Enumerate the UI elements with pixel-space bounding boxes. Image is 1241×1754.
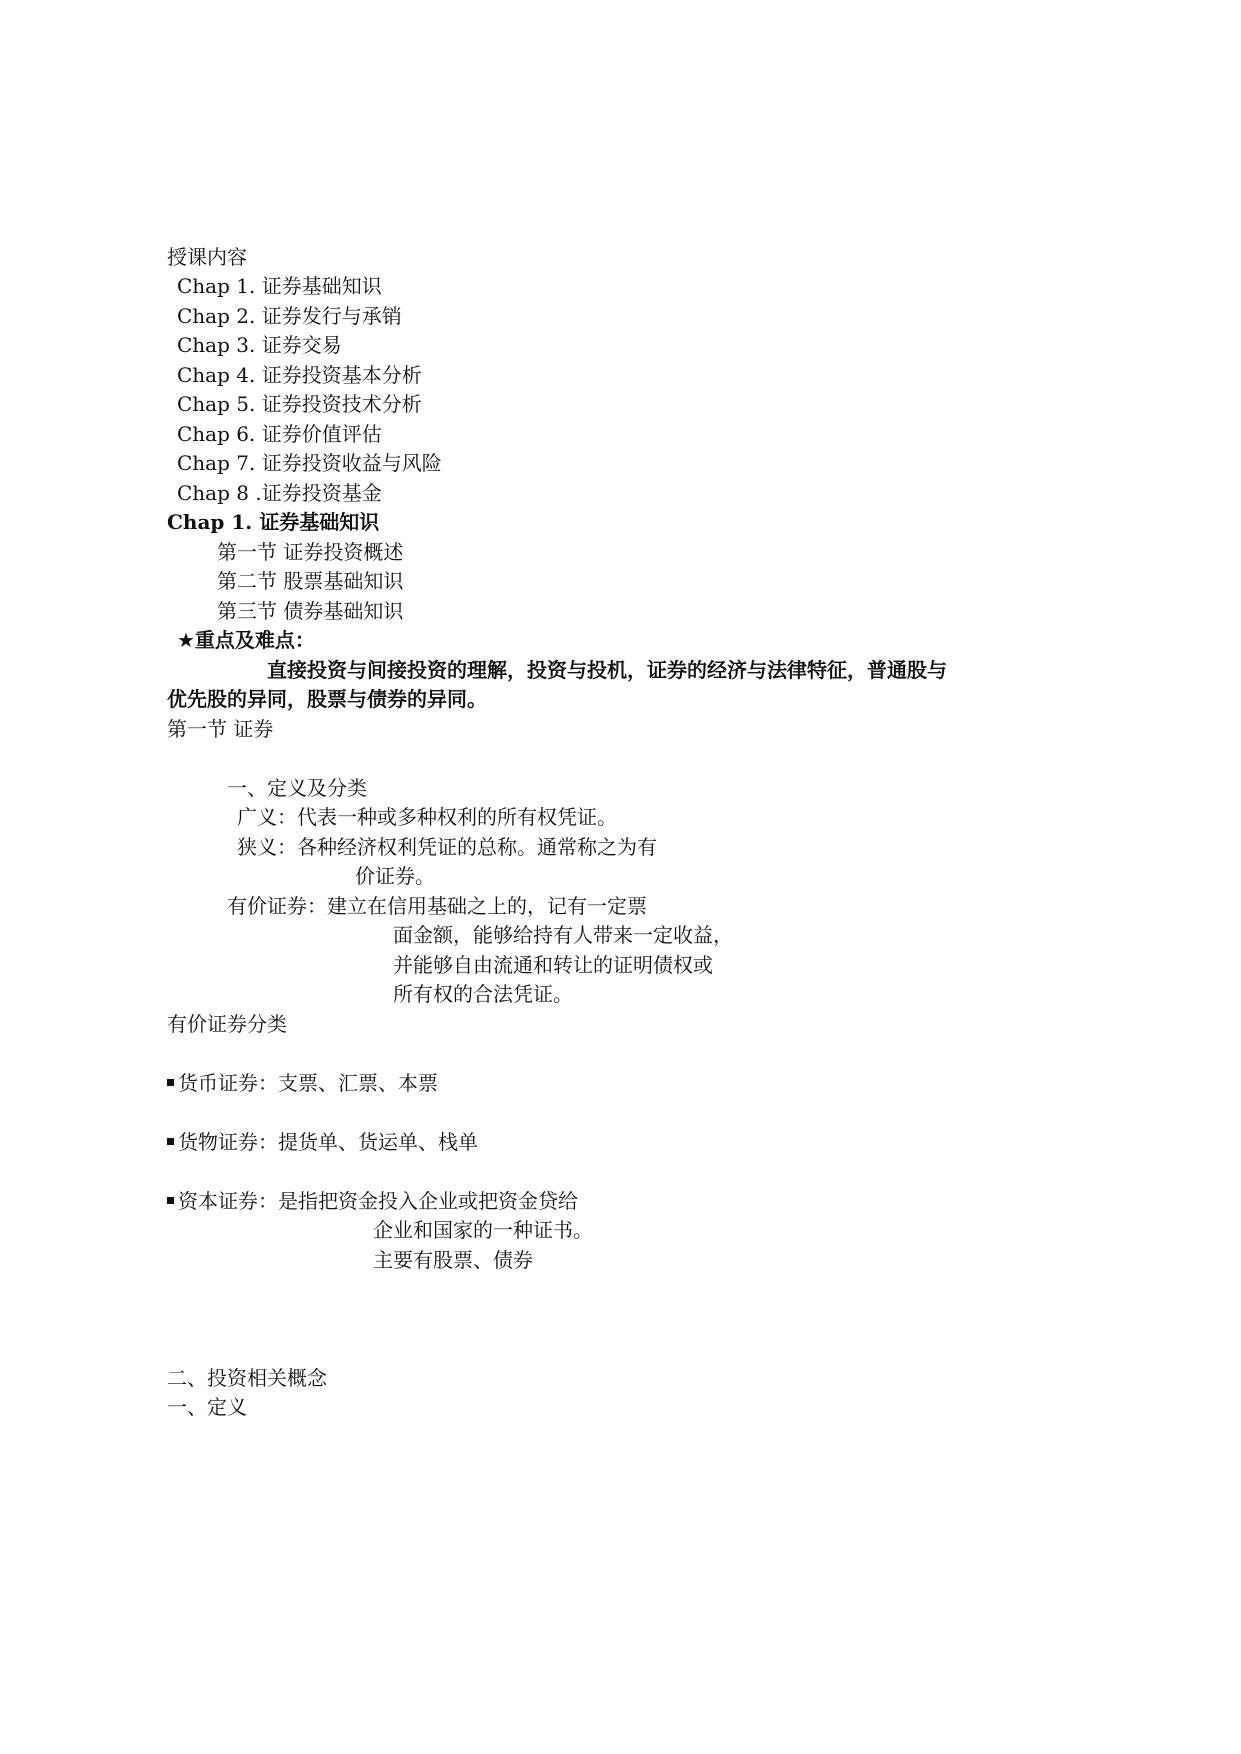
toc-item-1: Chap 1. 证券基础知识: [177, 274, 382, 298]
key-points-heading: ★重点及难点：: [177, 628, 315, 652]
toc-item-8: Chap 8 .证券投资基金: [177, 481, 382, 505]
toc-item-5: Chap 5. 证券投资技术分析: [177, 392, 422, 416]
bullet-currency-text: 货币证券：支票、汇票、本票: [178, 1071, 438, 1095]
definition-narrow-line-2: 价证券。: [355, 864, 435, 888]
toc-item-4: Chap 4. 证券投资基本分析: [177, 363, 422, 387]
bullet-capital-text: 资本证券：是指把资金投入企业或把资金贷给: [178, 1189, 578, 1213]
definition-valued-line-3: 并能够自由流通和转让的证明债权或: [393, 953, 713, 977]
definition-title: 一、定义及分类: [227, 776, 367, 800]
definition-valued-line-4: 所有权的合法凭证。: [393, 982, 573, 1006]
toc-item-7: Chap 7. 证券投资收益与风险: [177, 451, 442, 475]
section-item-1: 第一节 证券投资概述: [217, 540, 404, 564]
toc-item-3: Chap 3. 证券交易: [177, 333, 342, 357]
definition-narrow-line-1: 狭义：各种经济权利凭证的总称。通常称之为有: [237, 835, 657, 859]
key-points-line-1: 直接投资与间接投资的理解，投资与投机，证券的经济与法律特征，普通股与: [267, 658, 947, 682]
section-item-2: 第二节 股票基础知识: [217, 569, 404, 593]
definition-broad: 广义：代表一种或多种权利的所有权凭证。: [237, 805, 617, 829]
bullet-capital: [167, 1187, 578, 1215]
definition-valued-line-2: 面金额，能够给持有人带来一定收益，: [393, 923, 733, 947]
bullet-capital-line-2: 企业和国家的一种证书。: [373, 1218, 593, 1242]
bullet-goods-text: 货物证券：提货单、货运单、栈单: [178, 1130, 478, 1154]
bullet-square-icon: [167, 1079, 174, 1086]
bullet-currency: [167, 1069, 438, 1097]
chapter-title: Chap 1. 证券基础知识: [167, 510, 380, 534]
section1-title: 第一节 证券: [167, 717, 274, 741]
definition-valued-line-1: 有价证券：建立在信用基础之上的，记有一定票: [227, 894, 647, 918]
key-points-line-2: 优先股的异同，股票与债券的异同。: [167, 687, 487, 711]
classification-title: 有价证券分类: [167, 1012, 287, 1036]
part2-title: 二、投资相关概念: [167, 1366, 327, 1390]
toc-item-2: Chap 2. 证券发行与承销: [177, 304, 402, 328]
bullet-goods: [167, 1128, 478, 1156]
heading: 授课内容: [167, 245, 247, 269]
part2-subtitle: 一、定义: [167, 1395, 247, 1419]
bullet-square-icon: [167, 1197, 174, 1204]
bullet-capital-line-3: 主要有股票、债券: [373, 1248, 533, 1272]
section-item-3: 第三节 债券基础知识: [217, 599, 404, 623]
bullet-square-icon: [167, 1138, 174, 1145]
toc-item-6: Chap 6. 证券价值评估: [177, 422, 382, 446]
